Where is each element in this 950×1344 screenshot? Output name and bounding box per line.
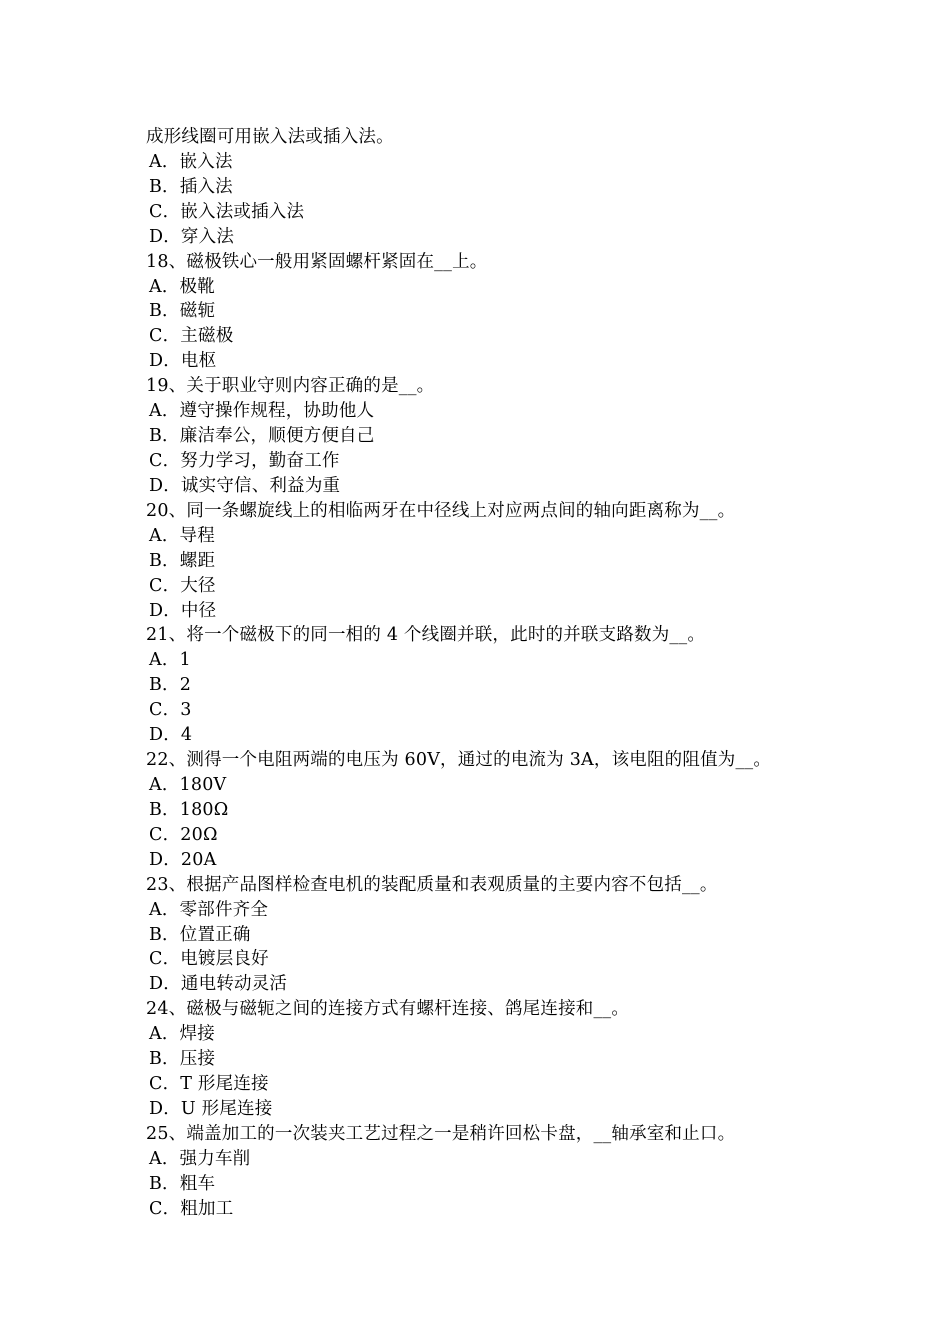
option-c: C．T 形尾连接 bbox=[149, 1074, 269, 1095]
option-b: B．180Ω bbox=[149, 799, 229, 820]
option-c: C．努力学习，勤奋工作 bbox=[149, 450, 340, 471]
option-b: B．廉洁奉公，顺便方便自己 bbox=[149, 426, 375, 447]
option-c: C．主磁极 bbox=[149, 326, 234, 347]
option-d: D．穿入法 bbox=[149, 226, 235, 247]
option-a: A．180V bbox=[149, 774, 227, 795]
option-a: A．强力车削 bbox=[149, 1148, 251, 1169]
option-a: A．1 bbox=[149, 650, 191, 671]
option-d: D．U 形尾连接 bbox=[149, 1098, 273, 1119]
option-c: C．电镀层良好 bbox=[149, 949, 269, 970]
question-18: 18、磁极铁心一般用紧固螺杆紧固在__上。 bbox=[146, 251, 488, 272]
option-c: C．嵌入法或插入法 bbox=[149, 201, 305, 222]
option-b: B．2 bbox=[149, 675, 192, 696]
question-23: 23、根据产品图样检查电机的装配质量和表观质量的主要内容不包括__。 bbox=[146, 874, 718, 895]
option-c: C．20Ω bbox=[149, 824, 218, 845]
option-d: D．电枢 bbox=[149, 351, 217, 372]
option-b: B．位置正确 bbox=[149, 924, 251, 945]
question-21: 21、将一个磁极下的同一相的 4 个线圈并联，此时的并联支路数为__。 bbox=[146, 625, 706, 646]
option-c: C．3 bbox=[149, 700, 192, 721]
option-c: C．大径 bbox=[149, 575, 216, 596]
option-d: D．中径 bbox=[149, 600, 217, 621]
option-a: A．极靴 bbox=[149, 276, 215, 297]
option-a: A．焊接 bbox=[149, 1024, 215, 1045]
question-24: 24、磁极与磁轭之间的连接方式有螺杆连接、鸽尾连接和__。 bbox=[146, 999, 630, 1020]
option-d: D．4 bbox=[149, 725, 193, 746]
option-b: B．压接 bbox=[149, 1049, 216, 1070]
question-22: 22、测得一个电阻两端的电压为 60V，通过的电流为 3A，该电阻的阻值为__。 bbox=[146, 750, 772, 771]
option-d: D．20A bbox=[149, 849, 217, 870]
option-a: A．导程 bbox=[149, 525, 215, 546]
question-19: 19、关于职业守则内容正确的是__。 bbox=[146, 376, 435, 397]
option-b: B．磁轭 bbox=[149, 301, 216, 322]
option-a: A．遵守操作规程，协助他人 bbox=[149, 401, 375, 422]
document-page bbox=[146, 125, 846, 1222]
option-a: A．零部件齐全 bbox=[149, 899, 269, 920]
question-20: 20、同一条螺旋线上的相临两牙在中径线上对应两点间的轴向距离称为__。 bbox=[146, 500, 736, 521]
option-b: B．螺距 bbox=[149, 550, 216, 571]
option-c: C．粗加工 bbox=[149, 1198, 234, 1219]
option-b: B．插入法 bbox=[149, 176, 233, 197]
question-text: 成形线圈可用嵌入法或插入法。 bbox=[146, 127, 394, 147]
option-d: D．诚实守信、利益为重 bbox=[149, 475, 341, 496]
option-b: B．粗车 bbox=[149, 1173, 216, 1194]
option-d: D．通电转动灵活 bbox=[149, 974, 288, 995]
option-a: A．嵌入法 bbox=[149, 151, 233, 172]
question-25: 25、端盖加工的一次装夹工艺过程之一是稍许回松卡盘，__轴承室和止口。 bbox=[146, 1123, 736, 1144]
